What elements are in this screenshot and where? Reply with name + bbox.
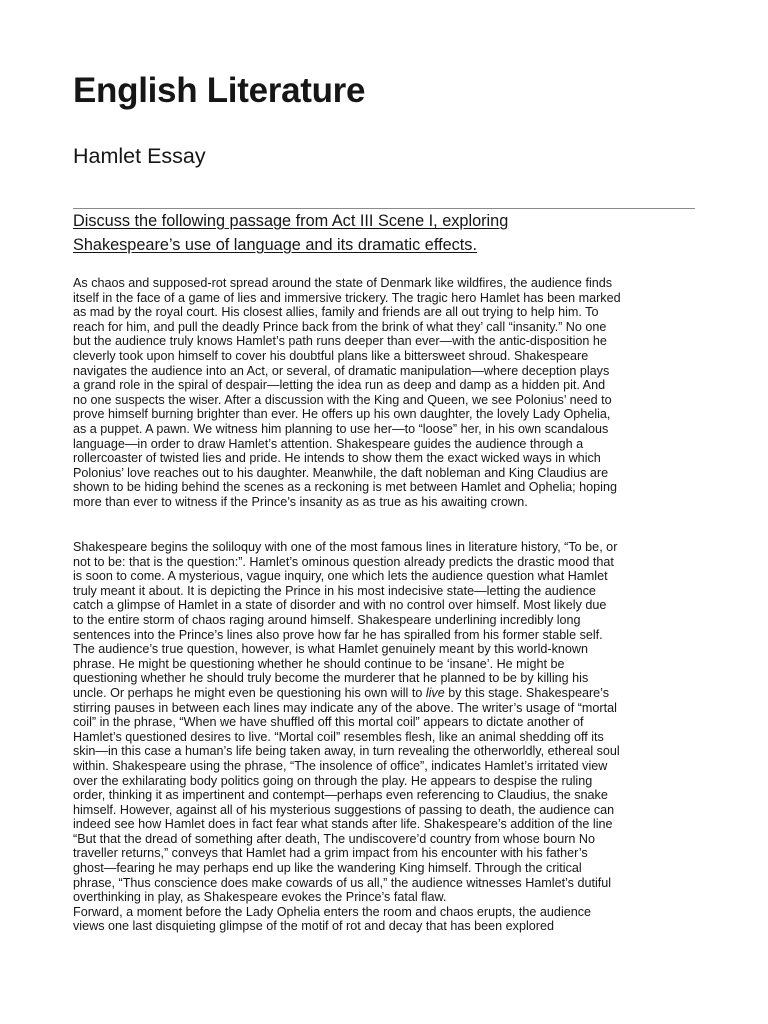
- paragraph-line: Polonius’ love reaches out to his daughter. Meanwhile, the daft nobleman and King Claudius are: [73, 465, 609, 480]
- paragraph-line: cleverly took upon himself to cover his doubtful plans like a bittersweet shroud. Shakespeare: [73, 348, 589, 363]
- paragraph-line: uncle. Or perhaps he might even be questioning his own will to live by this stage. Shakespeare’s: [73, 685, 610, 700]
- paragraph-line: over the exhilarating body politics going on through the play. He appears to despise the ruling: [73, 773, 593, 788]
- document-subtitle: Hamlet Essay: [73, 144, 206, 168]
- paragraph-line: as mad by the royal court. His closest allies, family and friends are all out trying to help him. To: [73, 305, 599, 320]
- paragraph-line: to the entire storm of chaos raging around himself. Shakespeare underlining incredibly long: [73, 612, 581, 627]
- paragraph-line: but the audience truly knows Hamlet’s path runs deeper than ever—with the antic-disposition he: [73, 334, 607, 349]
- paragraph-line: questioning whether he should truly become the murderer that he planned to be by killing his: [73, 671, 589, 686]
- paragraph-line: rollercoaster of twisted lies and pride. He intends to show them the exact wicked ways in which: [73, 451, 601, 466]
- emphasis-word: live: [425, 685, 445, 700]
- paragraph-line: As chaos and supposed-rot spread around the state of Denmark like wildfires, the audience finds: [73, 276, 613, 290]
- essay-prompt: [73, 209, 695, 257]
- paragraph-line: catch a glimpse of Hamlet in a state of disorder and with no control over himself. Most likely due: [73, 598, 607, 613]
- paragraph-line: “But that the dread of something after death, The undiscovere’d country from whose bourn No: [73, 831, 596, 846]
- paragraph-line: prove himself burning brighter than ever. He offers up his own daughter, the lovely Lady Ophelia,: [73, 407, 611, 422]
- paragraph-line: order, thinking it as impertinent and contempt—perhaps even referencing to Claudius, the snake: [73, 788, 608, 803]
- paragraph-line: Forward, a moment before the Lady Ophelia enters the room and chaos erupts, the audience: [73, 904, 592, 919]
- paragraph-line: indeed see how Hamlet does in fact fear what stands after life. Shakespeare’s addition of the line: [73, 817, 613, 832]
- paragraph-line: phrase. He might be questioning whether he should continue to be ‘insane’. He might be: [73, 656, 565, 671]
- paragraph-line: stirring pauses in between each lines may indicate any of the above. The writer’s usage of “mortal: [73, 700, 617, 715]
- paragraph-line: reach for him, and pull the deadly Prince back from the brink of what they’ call “insanity.” No one: [73, 319, 607, 334]
- paragraph-line: sentences into the Prince’s lines also prove how far he has spiralled from his former stable self.: [73, 627, 603, 642]
- paragraph-line: a grand role in the spiral of despair—letting the idea run as deep and damp as a hidden pit. And: [73, 378, 606, 393]
- paragraph-line: skin—in this case a human’s life being taken away, in turn revealing the otherworldly, ethereal soul: [73, 744, 620, 759]
- paragraph-line: Shakespeare begins the soliloquy with one of the most famous lines in literature history, “To be, or: [73, 540, 618, 554]
- paragraph-line: as a puppet. A pawn. We witness him planning to use her—to “loose” her, in his own scandalous: [73, 421, 609, 436]
- paragraph-line: shown to be hiding behind the scenes as a reckoning is met between Hamlet and Ophelia; hoping: [73, 480, 617, 495]
- paragraph-line: himself. However, against all of his mysterious suggestions of passing to death, the audience can: [73, 802, 615, 817]
- essay-paragraph-2: [73, 540, 695, 934]
- paragraph-line: Hamlet’s questioned desires to live. “Mortal coil” resembles flesh, like an animal shedding off its: [73, 729, 604, 744]
- essay-paragraph-1: [73, 276, 695, 510]
- paragraph-line: The audience’s true question, however, is what Hamlet genuinely meant by this world-known: [73, 642, 588, 657]
- paragraph-line: views one last disquieting glimpse of the motif of rot and decay that has been explored: [73, 919, 554, 934]
- paragraph-line: not to be: that is the question:”. Hamlet’s ominous question already predicts the drastic mood that: [73, 554, 614, 569]
- paragraph-line: overthinking in play, as Shakespeare evokes the Prince’s fatal flaw.: [73, 890, 447, 905]
- document-title: English Literature: [73, 71, 366, 110]
- paragraph-line: itself in the face of a game of lies and immersive trickery. The tragic hero Hamlet has been marked: [73, 290, 621, 305]
- paragraph-line: phrase, “Thus conscience does make cowards of us all,” the audience witnesses Hamlet’s dutiful: [73, 875, 612, 890]
- paragraph-line: within. Shakespeare using the phrase, “The insolence of office”, indicates Hamlet’s irritated view: [73, 758, 608, 773]
- paragraph-line: ghost—fearing he may perhaps end up like the wandering King himself. Through the critical: [73, 861, 582, 876]
- paragraph-line: language—in order to draw Hamlet’s attention. Shakespeare guides the audience through a: [73, 436, 584, 451]
- paragraph-line: coil” in the phrase, “When we have shuffled off this mortal coil” appears to dictate another of: [73, 715, 584, 730]
- paragraph-line: traveller returns,” conveys that Hamlet had a grim impact from his encounter with his father’s: [73, 846, 588, 861]
- paragraph-line: is soon to come. A mysterious, vague inquiry, one which lets the audience question what Hamlet: [73, 569, 608, 584]
- paragraph-line: no one suspects the wiser. After a discussion with the King and Queen, we see Polonius’ need to: [73, 392, 612, 407]
- prompt-line: Discuss the following passage from Act III Scene I, exploring: [73, 212, 509, 230]
- paragraph-line: truly meant it about. It is depicting the Prince in his most indecisive state—letting the audience: [73, 583, 596, 598]
- paragraph-line: more than ever to witness if the Prince’s insanity as as true as his awaiting crown.: [73, 494, 528, 509]
- paragraph-line: navigates the audience into an Act, or several, of dramatic manipulation—where deception plays: [73, 363, 610, 378]
- prompt-line: Shakespeare’s use of language and its dramatic effects.: [73, 236, 477, 254]
